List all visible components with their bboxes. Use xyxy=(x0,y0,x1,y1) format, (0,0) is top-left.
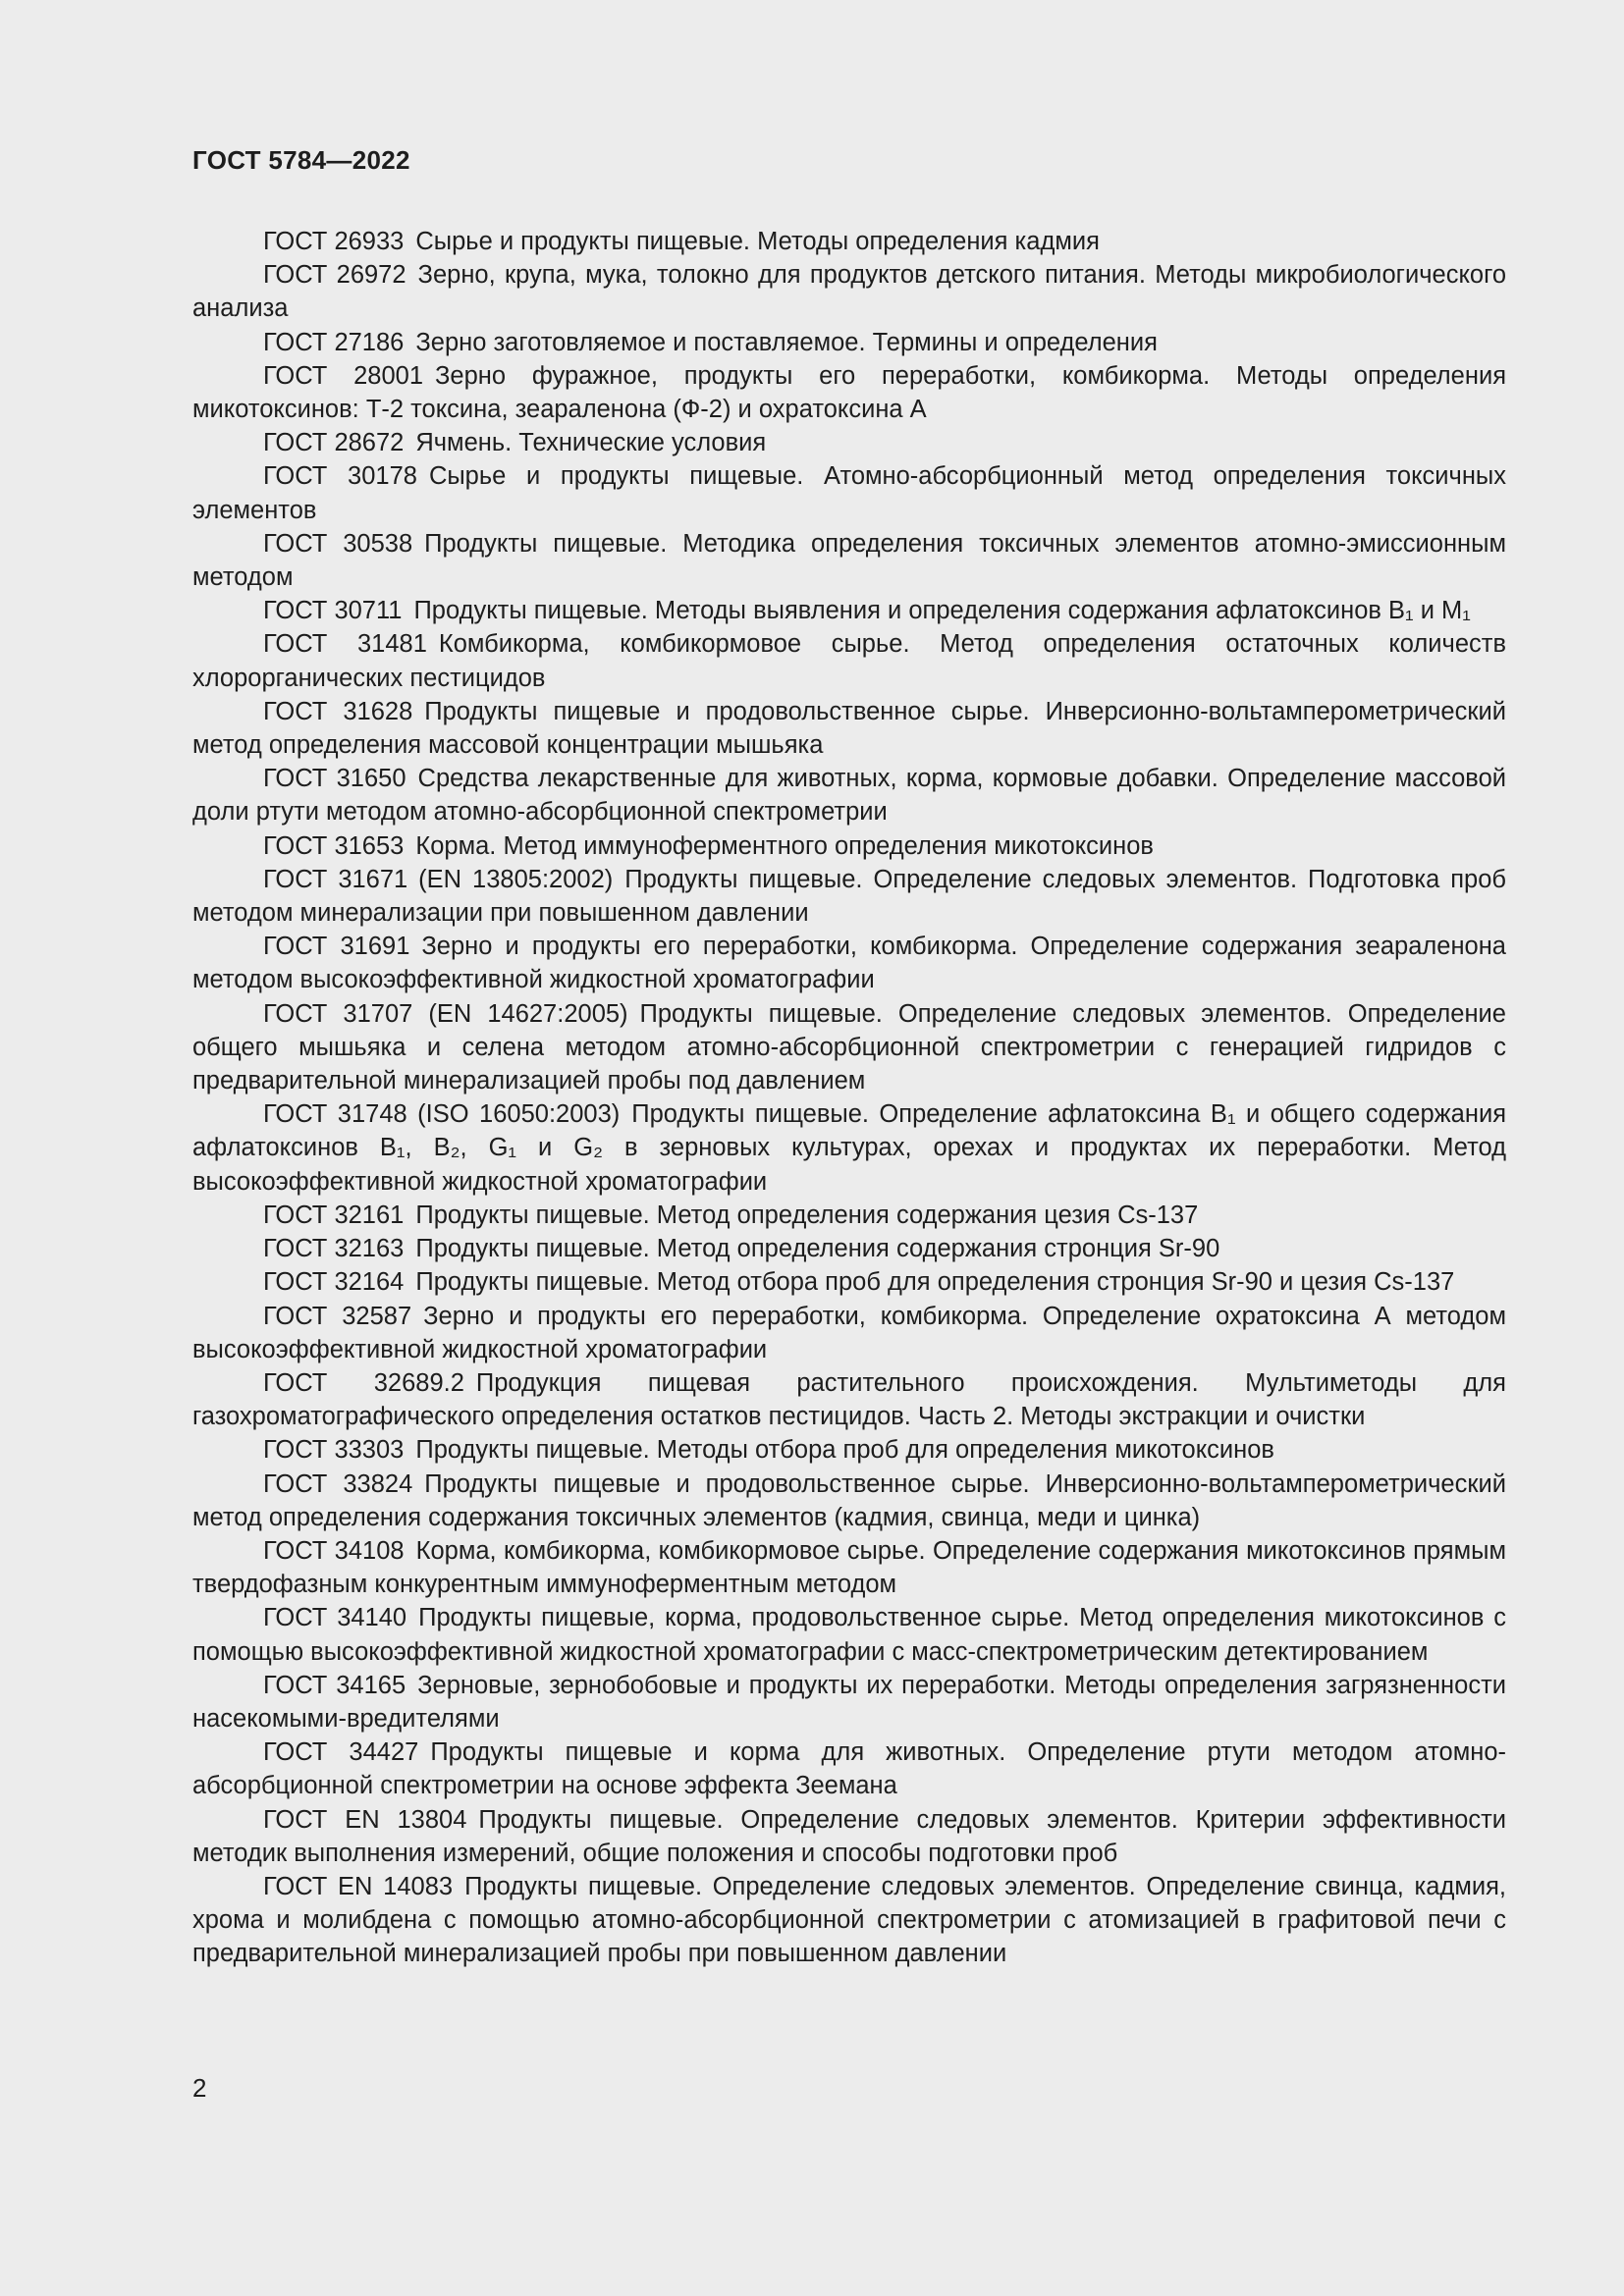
reference-entry xyxy=(192,930,1506,996)
reference-title: Продукты пищевые. Определение следовых элементов. Критерии эффективности методик выполнения измерений, общие положения и способы подготовки проб xyxy=(192,1805,1507,1867)
reference-title: Продукты пищевые. Методы отбора проб для определения микотоксинов xyxy=(415,1436,1274,1465)
page-header-standard-id: ГОСТ 5784—2022 xyxy=(192,145,410,175)
reference-code: ГОСТ 28672 xyxy=(263,429,405,457)
reference-title: Продукты пищевые. Методика определения токсичных элементов атомно-эмиссионным методом xyxy=(192,529,1506,592)
reference-code: ГОСТ 30178 xyxy=(263,462,417,491)
reference-title: Зерно заготовляемое и поставляемое. Термины и определения xyxy=(415,328,1158,356)
reference-code: ГОСТ 31481 xyxy=(263,630,427,659)
reference-code: ГОСТ EN 14083 xyxy=(263,1872,454,1900)
normative-references-list xyxy=(192,225,1506,1971)
reference-title: Продукты пищевые. Определение следовых элементов. Подготовка проб методом минерализации при повышенном давлении xyxy=(192,865,1506,928)
reference-title: Продукты пищевые. Метод определения содержания стронция Sr-90 xyxy=(415,1235,1220,1263)
reference-code: ГОСТ 34427 xyxy=(263,1738,419,1767)
reference-title: Продукты пищевые и корма для животных. Определение ртути методом атомно-абсорбционной спектрометрии на основе эффекта Зеемана xyxy=(192,1738,1506,1800)
reference-entry xyxy=(192,326,1506,359)
reference-code: ГОСТ 26972 xyxy=(263,261,406,290)
reference-entry xyxy=(192,258,1506,325)
reference-entry xyxy=(192,1601,1506,1668)
reference-code: ГОСТ 33824 xyxy=(263,1469,413,1498)
reference-code: ГОСТ 31671 (EN 13805:2002) xyxy=(263,865,614,893)
reference-code: ГОСТ 31650 xyxy=(263,765,406,793)
reference-entry xyxy=(192,627,1506,694)
reference-code: ГОСТ 34140 xyxy=(263,1604,407,1632)
reference-code: ГОСТ 31691 xyxy=(263,933,410,961)
reference-code: ГОСТ 26933 xyxy=(263,228,405,255)
reference-code: ГОСТ 32164 xyxy=(263,1268,405,1297)
reference-code: ГОСТ 31707 (EN 14627:2005) xyxy=(263,999,628,1028)
reference-entry xyxy=(192,1534,1506,1601)
reference-title: Зерно, крупа, мука, толокно для продуктов детского питания. Методы микробиологического анализа xyxy=(192,261,1506,323)
reference-title: Продукты пищевые. Определение следовых элементов. Определение свинца, кадмия, хрома и молибдена с помощью атомно-абсорбционной спектрометрии с атомизацией в графитовой печи с предварительной минерализацией пробы при повышенном давлении xyxy=(192,1872,1506,1968)
reference-code: ГОСТ 32161 xyxy=(263,1201,405,1229)
reference-title: Зерно фуражное, продукты его переработки, комбикорма. Методы определения микотоксинов: Т-2 токсина, зеараленона (Ф-2) и охратоксина А xyxy=(192,361,1506,424)
reference-title: Зерно и продукты его переработки, комбикорма. Определение охратоксина А методом высокоэффективной жидкостной хроматографии xyxy=(192,1302,1507,1363)
reference-entry xyxy=(192,1433,1506,1467)
reference-entry xyxy=(192,997,1506,1098)
reference-entry xyxy=(192,527,1506,594)
reference-code: ГОСТ 31653 xyxy=(263,831,405,860)
reference-title: Продукты пищевые. Определение следовых элементов. Определение общего мышьяка и селена методом атомно-абсорбционной спектрометрии с генерацией гидридов с предварительной минерализацией пробы под давлением xyxy=(192,999,1506,1095)
reference-title: Продукты пищевые. Метод определения содержания цезия Cs-137 xyxy=(415,1201,1199,1229)
reference-entry xyxy=(192,1870,1506,1971)
reference-title: Средства лекарственные для животных, корма, кормовые добавки. Определение массовой доли ртути методом атомно-абсорбционной спектрометрии xyxy=(192,765,1506,827)
reference-title: Продукты пищевые. Определение афлатоксина B₁ и общего содержания афлатоксинов B₁, B₂, G₁ и G₂ в зерновых культурах, орехах и продуктах их переработки. Метод высокоэффективной жидкостной хроматографии xyxy=(192,1100,1506,1196)
reference-entry xyxy=(192,1300,1506,1366)
reference-title: Сырье и продукты пищевые. Методы определения кадмия xyxy=(415,228,1100,255)
reference-title: Комбикорма, комбикормовое сырье. Метод определения остаточных количеств хлорорганических пестицидов xyxy=(192,630,1506,692)
reference-entry xyxy=(192,1097,1506,1199)
reference-code: ГОСТ 34108 xyxy=(263,1536,405,1565)
reference-entry xyxy=(192,225,1506,258)
reference-title: Корма. Метод иммуноферментного определения микотоксинов xyxy=(415,831,1154,860)
reference-title: Зерно и продукты его переработки, комбикорма. Определение содержания зеараленона методом высокоэффективной жидкостной хроматографии xyxy=(192,933,1506,994)
reference-entry xyxy=(192,1468,1506,1534)
reference-entry xyxy=(192,829,1506,863)
reference-entry xyxy=(192,1366,1506,1433)
reference-entry xyxy=(192,1199,1506,1232)
reference-entry xyxy=(192,1803,1506,1870)
reference-entry xyxy=(192,695,1506,762)
reference-entry xyxy=(192,359,1506,426)
reference-title: Корма, комбикорма, комбикормовое сырье. Определение содержания микотоксинов прямым твердофазным конкурентным иммуноферментным методом xyxy=(192,1536,1506,1599)
reference-title: Сырье и продукты пищевые. Атомно-абсорбционный метод определения токсичных элементов xyxy=(192,462,1506,524)
reference-title: Продукты пищевые, корма, продовольственное сырье. Метод определения микотоксинов с помощью высокоэффективной жидкостной хроматографии с масс-спектрометрическим детектированием xyxy=(192,1604,1506,1666)
reference-entry xyxy=(192,459,1506,526)
reference-entry xyxy=(192,1265,1506,1299)
reference-entry xyxy=(192,594,1506,627)
reference-code: ГОСТ 33303 xyxy=(263,1436,405,1465)
reference-title: Зерновые, зернобобовые и продукты их переработки. Методы определения загрязненности насекомыми-вредителями xyxy=(192,1671,1506,1733)
reference-code: ГОСТ 31748 (ISO 16050:2003) xyxy=(263,1100,621,1129)
reference-entry xyxy=(192,762,1506,828)
reference-code: ГОСТ 28001 xyxy=(263,361,424,390)
reference-code: ГОСТ 30538 xyxy=(263,529,413,558)
reference-title: Продукты пищевые. Метод отбора проб для определения стронция Sr-90 и цезия Cs-137 xyxy=(415,1268,1455,1297)
page-number: 2 xyxy=(192,2073,207,2103)
reference-title: Продукты пищевые и продовольственное сырье. Инверсионно-вольтамперометрический метод определения массовой концентрации мышьяка xyxy=(192,697,1506,760)
reference-code: ГОСТ 34165 xyxy=(263,1671,406,1699)
reference-code: ГОСТ 30711 xyxy=(263,597,403,625)
reference-entry xyxy=(192,1735,1506,1802)
reference-entry xyxy=(192,1669,1506,1735)
reference-entry xyxy=(192,1232,1506,1265)
reference-title: Ячмень. Технические условия xyxy=(415,429,767,457)
reference-entry xyxy=(192,863,1506,930)
reference-code: ГОСТ 31628 xyxy=(263,697,413,725)
reference-title: Продукты пищевые. Методы выявления и определения содержания афлатоксинов B₁ и M₁ xyxy=(413,597,1471,625)
reference-code: ГОСТ 32587 xyxy=(263,1302,412,1330)
reference-code: ГОСТ 32163 xyxy=(263,1235,405,1263)
reference-title: Продукция пищевая растительного происхождения. Мультиметоды для газохроматографического определения остатков пестицидов. Часть 2. Методы экстракции и очистки xyxy=(192,1368,1506,1431)
reference-code: ГОСТ 27186 xyxy=(263,328,405,356)
reference-title: Продукты пищевые и продовольственное сырье. Инверсионно-вольтамперометрический метод определения содержания токсичных элементов (кадмия, свинца, меди и цинка) xyxy=(192,1469,1506,1531)
reference-code: ГОСТ EN 13804 xyxy=(263,1805,467,1834)
reference-entry xyxy=(192,426,1506,459)
reference-code: ГОСТ 32689.2 xyxy=(263,1368,464,1397)
